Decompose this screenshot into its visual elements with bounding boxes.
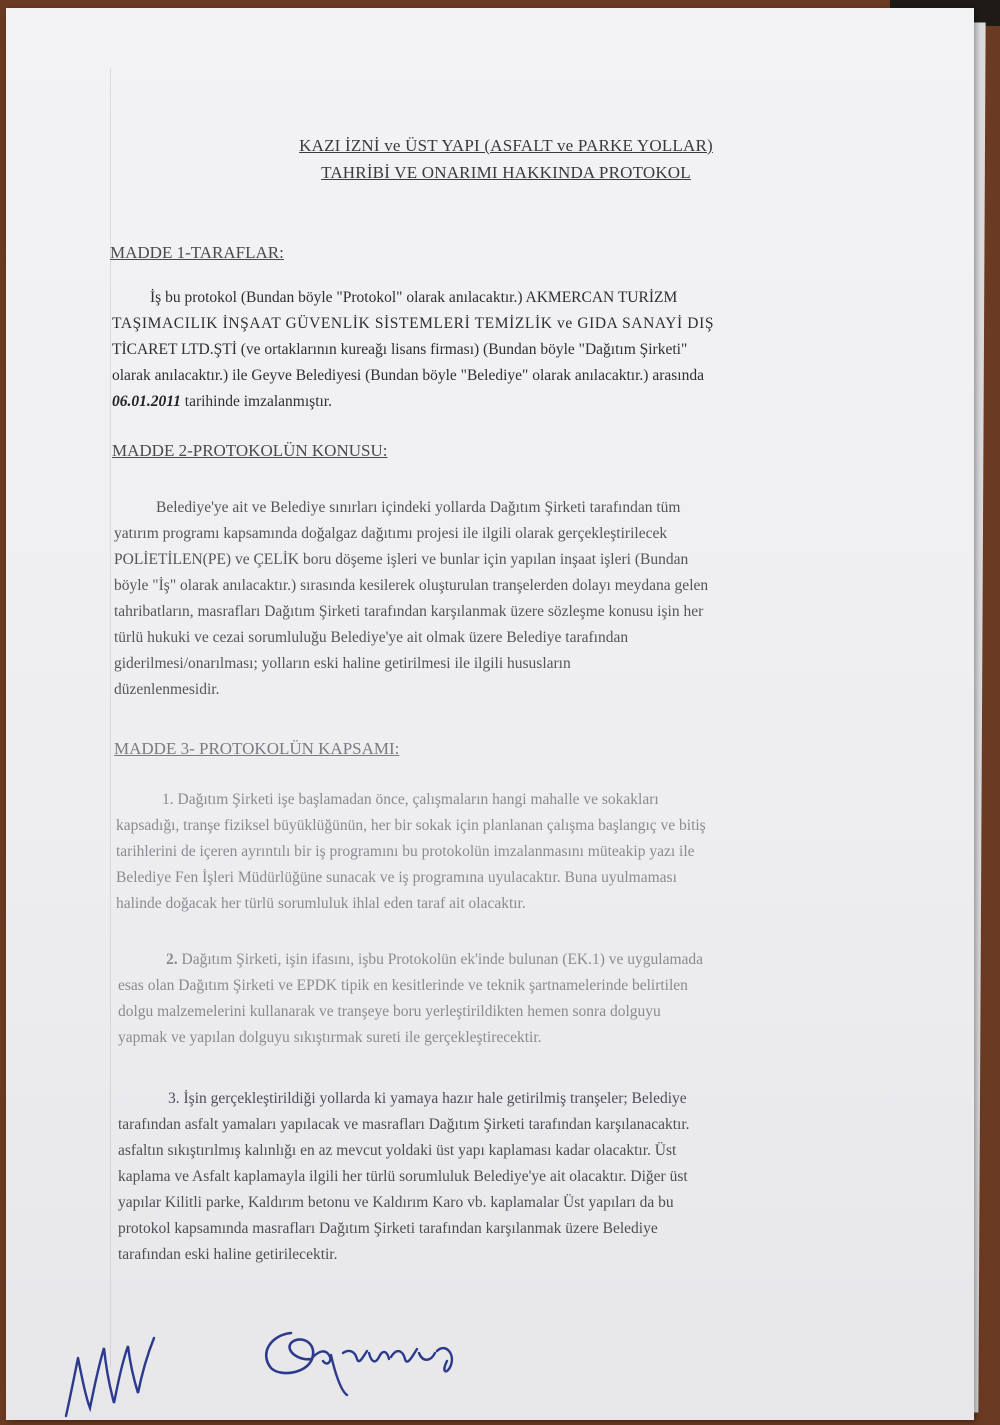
madde-3-p2-line: yapmak ve yapılan dolguyu sıkıştırmak sureti ile gerçekleştirecektir.: [118, 1029, 542, 1046]
madde-2-heading: MADDE 2-PROTOKOLÜN KONUSU:: [112, 441, 388, 460]
madde-3-p1-line: tarihlerini de içeren ayrıntılı bir iş programını bu protokolün imzalanmasını müteakip yazı ile: [116, 843, 695, 860]
madde-2-line: düzenlenmesidir.: [114, 681, 220, 698]
madde-1-line: olarak anılacaktır.) ile Geyve Belediyesi (Bundan böyle "Belediye" olarak anılacaktır.) arasında: [112, 367, 704, 384]
madde-2-line: böyle "İş" olarak anılacaktır.) sırasında kesilerek oluşturulan tranşelerden dolayı meydana gelen: [114, 577, 709, 594]
madde-3-p1-line: halinde doğacak her türlü sorumluluk ihlal eden taraf ait olacaktır.: [116, 895, 526, 912]
madde-3-p2-line: esas olan Dağıtım Şirketi ve EPDK tipik en kesitlerinde ve teknik şartnamelerinde belirtilen: [118, 977, 688, 994]
madde-3-p1-line: kapsadığı, tranşe fiziksel büyüklüğünün, her bir sokak için planlanan çalışma başlangıç ve bitiş: [116, 817, 706, 834]
madde-3-heading: MADDE 3- PROTOKOLÜN KAPSAMI:: [114, 739, 400, 758]
madde-3-p3-line: asfaltın sıkıştırılmış kalınlığı en az mevcut yoldaki üst yapı kaplaması kadar olacaktır. Üst: [118, 1142, 677, 1159]
madde-1-line: TİCARET LTD.ŞTİ (ve ortaklarının kureağı lisans firması) (Bundan böyle "Dağıtım Şirketi": [112, 341, 688, 358]
signature-left: [56, 1308, 176, 1420]
madde-3-p3-line: protokol kapsamında masrafları Dağıtım Şirketi tarafından karşılanmak üzere Belediye: [118, 1220, 658, 1237]
madde-1-heading: MADDE 1-TARAFLAR:: [110, 243, 284, 262]
protocol-date: 06.01.2011: [112, 393, 181, 410]
madde-3-p3-line: tarafından eski haline getirilecektir.: [118, 1246, 338, 1263]
madde-2-line: POLİETİLEN(PE) ve ÇELİK boru döşeme işleri ve bunlar için yapılan inşaat işleri (Bundan: [114, 551, 689, 568]
madde-3-p3-line: yapılar Kilitli parke, Kaldırım betonu ve Kaldırım Karo vb. kaplamalar Üst yapıları da bu: [118, 1194, 674, 1211]
madde-1-line: İş bu protokol (Bundan böyle "Protokol" olarak anılacaktır.) AKMERCAN TURİZM: [150, 289, 678, 306]
madde-3-p2-line: Dağıtım Şirketi, işin ifasını, işbu Protokolün ek'inde bulunan (EK.1) ve uygulamada: [177, 951, 704, 968]
document-page: [6, 8, 974, 1420]
madde-2-line: giderilmesi/onarılması; yolların eski haline getirilmesi ile ilgili hususların: [114, 655, 571, 672]
date-suffix: tarihinde imzalanmıştır.: [180, 393, 332, 410]
madde-3-p3-line: kaplama ve Asfalt kaplamayla ilgili her türlü sorumluluk Belediye'ye ait olacaktır. Diğer üst: [118, 1168, 688, 1185]
madde-1-date-line: [112, 393, 332, 411]
document-title-line-2: TAHRİBİ VE ONARIMI HAKKINDA PROTOKOL: [321, 163, 691, 182]
madde-2-line: yatırım programı kapsamında doğalgaz dağıtımı projesi ile ilgili olarak gerçekleştirilecek: [114, 525, 668, 542]
madde-2-line: türlü hukuki ve cezai sorumluluğu Belediye'ye ait olmak üzere Belediye tarafından: [114, 629, 629, 646]
madde-1-line: TAŞIMACILIK İNŞAAT GÜVENLİK SİSTEMLERİ TEMİZLİK ve GIDA SANAYİ DIŞ: [112, 315, 715, 332]
madde-3-p3-line: 3. İşin gerçekleştirildiği yollarda ki yamaya hazır hale getirilmiş tranşeler; Belediye: [168, 1090, 687, 1107]
document-title-line-1: KAZI İZNİ ve ÜST YAPI (ASFALT ve PARKE YOLLAR): [299, 136, 713, 155]
madde-3-p1-line: 1. Dağıtım Şirketi işe başlamadan önce, çalışmaların hangi mahalle ve sokakları: [162, 791, 659, 808]
signature-center: [251, 1313, 481, 1403]
madde-3-p1-line: Belediye Fen İşleri Müdürlüğüne sunacak ve iş programına uyulacaktır. Buna uyulmaması: [116, 869, 677, 886]
madde-2-line: Belediye'ye ait ve Belediye sınırları içindeki yollarda Dağıtım Şirketi tarafından tüm: [156, 499, 681, 516]
madde-3-p3-line: tarafından asfalt yamaları yapılacak ve masrafları Dağıtım Şirketi tarafından karşılanacaktır.: [118, 1116, 690, 1133]
madde-3-p2-first-line: [166, 951, 703, 969]
madde-3-p2-line: dolgu malzemelerini kullanarak ve tranşeye boru yerleştirildikten hemen sonra dolguyu: [118, 1003, 661, 1020]
madde-2-line: tahribatların, masrafları Dağıtım Şirketi tarafından karşılanmak üzere sözleşme konusu işin her: [114, 603, 704, 620]
paragraph-number: 2.: [166, 951, 178, 968]
